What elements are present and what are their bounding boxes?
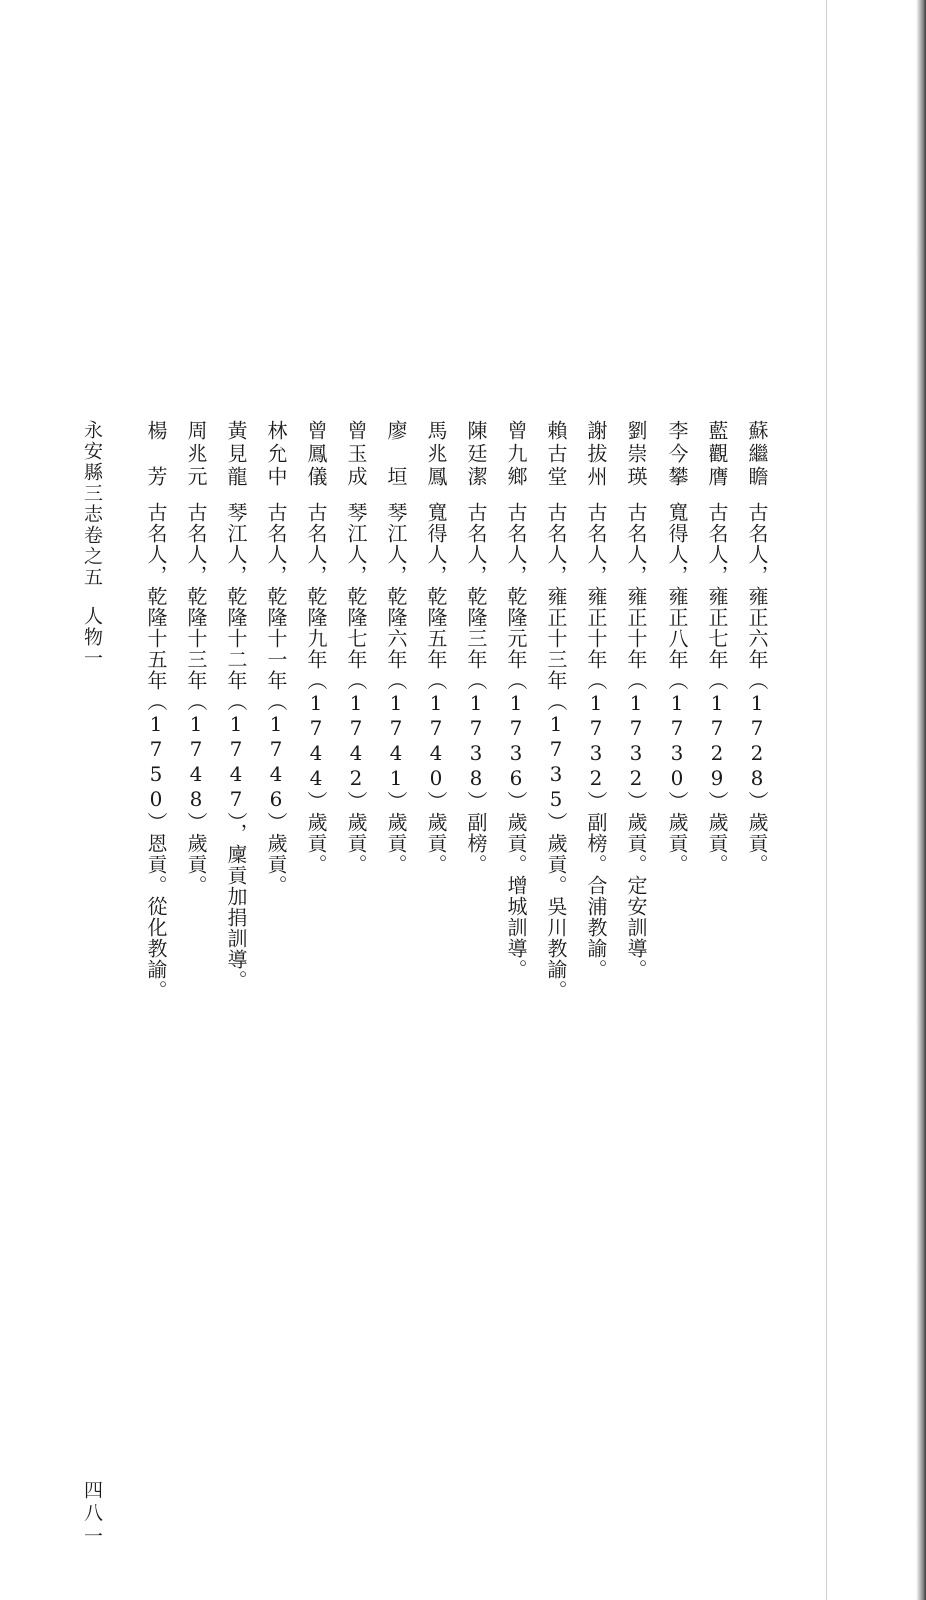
entry-name: 馬兆鳳 (424, 420, 448, 489)
entry-desc: 古名人，雍正六年（1728）歲貢。 (745, 502, 769, 875)
entry-desc: 古名人，雍正十年（1732）副榜。合浦教諭。 (584, 502, 608, 980)
entry-desc: 古名人，乾隆十三年（1748）歲貢。 (184, 502, 208, 896)
entry-desc: 古名人，乾隆十一年（1746）歲貢。 (264, 502, 288, 896)
entry-name: 黃見龍 (224, 420, 248, 489)
running-header (82, 420, 101, 669)
entry-name: 謝拔州 (584, 420, 608, 489)
entry-name: 曾玉成 (344, 420, 368, 489)
entry-name: 曾鳳儀 (304, 420, 328, 489)
entry-desc: 琴江人，乾隆七年（1742）歲貢。 (344, 502, 368, 875)
entry-name: 蘇繼瞻 (745, 420, 769, 489)
entry-11 (346, 420, 366, 1420)
entry-desc: 古名人，乾隆十五年（1750）恩貢。從化教諭。 (144, 502, 168, 1001)
page-edge-shadow (916, 0, 926, 1600)
entry-name: 藍觀膺 (705, 420, 729, 489)
page-number: 四八一 (81, 1480, 103, 1549)
entry-desc: 古名人，雍正十年（1732）歲貢。定安訓導。 (624, 502, 648, 980)
entry-6 (546, 420, 566, 1420)
entry-14 (226, 420, 246, 1420)
entry-name: 曾九鄉 (504, 420, 528, 489)
entry-4 (626, 420, 646, 1420)
entry-desc: 古名人，乾隆九年（1744）歲貢。 (304, 502, 328, 875)
entry-5 (586, 420, 606, 1420)
entry-desc: 古名人，乾隆元年（1736）歲貢。增城訓導。 (504, 502, 528, 980)
entry-desc: 琴江人，乾隆六年（1741）歲貢。 (384, 502, 408, 875)
entry-name: 陳廷潔 (464, 420, 488, 489)
entry-name: 周兆元 (184, 420, 208, 489)
entry-3 (667, 420, 687, 1420)
page-edge-line (826, 0, 827, 1600)
entry-2 (707, 420, 727, 1420)
entry-1 (747, 420, 767, 1420)
entry-name: 林允中 (264, 420, 288, 489)
entry-8 (466, 420, 486, 1420)
entry-name: 賴古堂 (544, 420, 568, 489)
entry-name: 李今攀 (665, 420, 689, 489)
entry-name: 劉崇瑛 (624, 420, 648, 489)
entry-16 (146, 420, 166, 1420)
entry-15 (186, 420, 206, 1420)
entry-12 (306, 420, 326, 1420)
entry-13 (266, 420, 286, 1420)
entry-10 (386, 420, 406, 1420)
section-title: 人物一 (81, 606, 103, 669)
entry-name: 楊 芳 (144, 420, 168, 489)
entry-7 (506, 420, 526, 1420)
entry-desc: 古名人，雍正七年（1729）歲貢。 (705, 502, 729, 875)
entry-name: 廖 垣 (384, 420, 408, 489)
entry-desc: 寬得人，乾隆五年（1740）歲貢。 (424, 502, 448, 875)
book-title: 永安縣三志卷之五 (81, 420, 103, 588)
entry-desc: 古名人，雍正十三年（1735）歲貢。吳川教諭。 (544, 502, 568, 1001)
entry-desc: 古名人，乾隆三年（1738）副榜。 (464, 502, 488, 875)
entry-9 (426, 420, 446, 1420)
entry-desc: 琴江人，乾隆十二年（1747），廩貢加捐訓導。 (224, 502, 248, 991)
entry-desc: 寬得人，雍正八年（1730）歲貢。 (665, 502, 689, 875)
